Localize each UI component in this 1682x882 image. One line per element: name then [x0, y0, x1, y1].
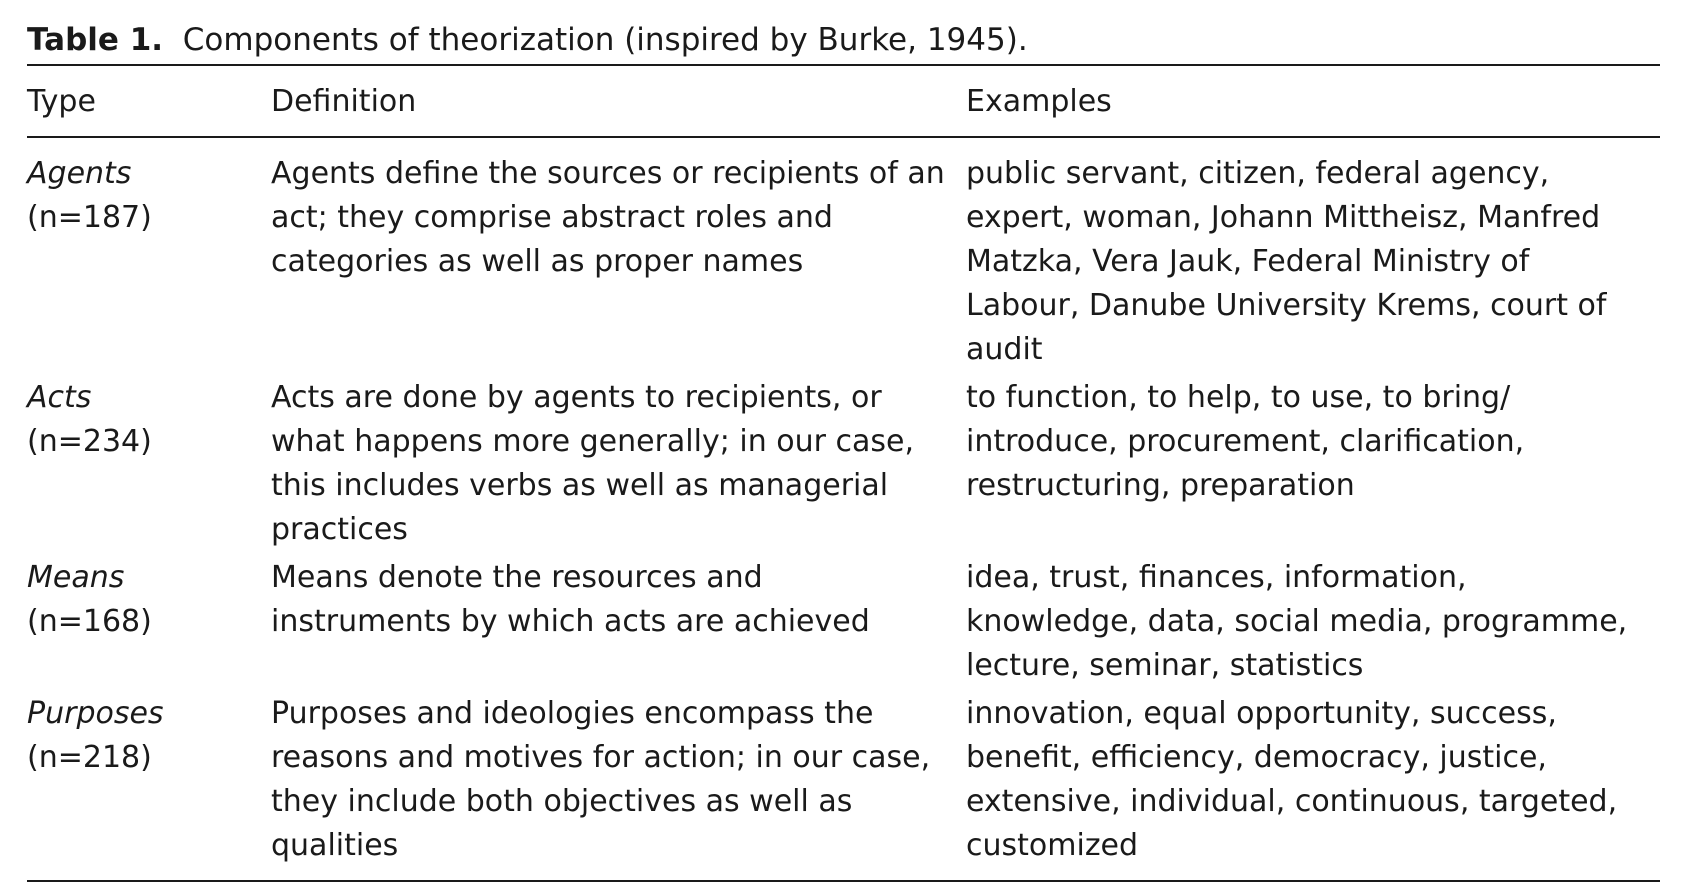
definition-cell: Agents define the sources or recipients of an act; they comprise abstract roles and categories as well as proper names	[271, 156, 945, 279]
examples-cell: idea, trust, finances, information, knowledge, data, social media, programme, lecture, seminar, statistics	[966, 560, 1628, 683]
type-name: Agents	[27, 156, 132, 191]
header-type: Type	[27, 84, 96, 119]
table-row	[27, 692, 1660, 880]
components-table	[27, 66, 1660, 880]
table-caption-text: Components of theorization (inspired by Burke, 1945).	[182, 22, 1028, 58]
table-figure	[27, 18, 1660, 882]
definition-cell: Acts are done by agents to recipients, or what happens more generally; in our case, this includes verbs as well as managerial practices	[271, 380, 914, 547]
examples-cell: innovation, equal opportunity, success, benefit, efficiency, democracy, justice, extensive, individual, continuous, targeted, customized	[966, 696, 1618, 863]
type-cell	[27, 692, 271, 880]
header-definition: Definition	[271, 84, 417, 119]
examples-cell: to function, to help, to use, to bring/ introduce, procurement, clarification, restructuring, preparation	[966, 380, 1525, 503]
table-label: Table 1.	[27, 22, 164, 58]
table-row	[27, 137, 1660, 376]
type-name: Purposes	[27, 696, 164, 731]
table-caption	[27, 18, 1660, 64]
definition-cell: Means denote the resources and instruments by which acts are achieved	[271, 560, 870, 639]
examples-cell: public servant, citizen, federal agency, expert, woman, Johann Mittheisz, Manfred Matzka, Vera Jauk, Federal Ministry of Labour, Danube University Krems, court of audit	[966, 156, 1607, 367]
type-name: Acts	[27, 380, 92, 415]
table-row	[27, 556, 1660, 692]
type-cell	[27, 556, 271, 692]
definition-cell: Purposes and ideologies encompass the reasons and motives for action; in our case, they include both objectives as well as qualities	[271, 696, 931, 863]
table-row	[27, 376, 1660, 556]
type-cell	[27, 376, 271, 556]
header-row	[27, 66, 1660, 137]
type-count: (n=168)	[27, 604, 152, 639]
type-count: (n=234)	[27, 424, 152, 459]
type-count: (n=218)	[27, 740, 152, 775]
type-count: (n=187)	[27, 200, 152, 235]
header-examples: Examples	[966, 84, 1112, 119]
type-name: Means	[27, 560, 125, 595]
type-cell	[27, 137, 271, 376]
